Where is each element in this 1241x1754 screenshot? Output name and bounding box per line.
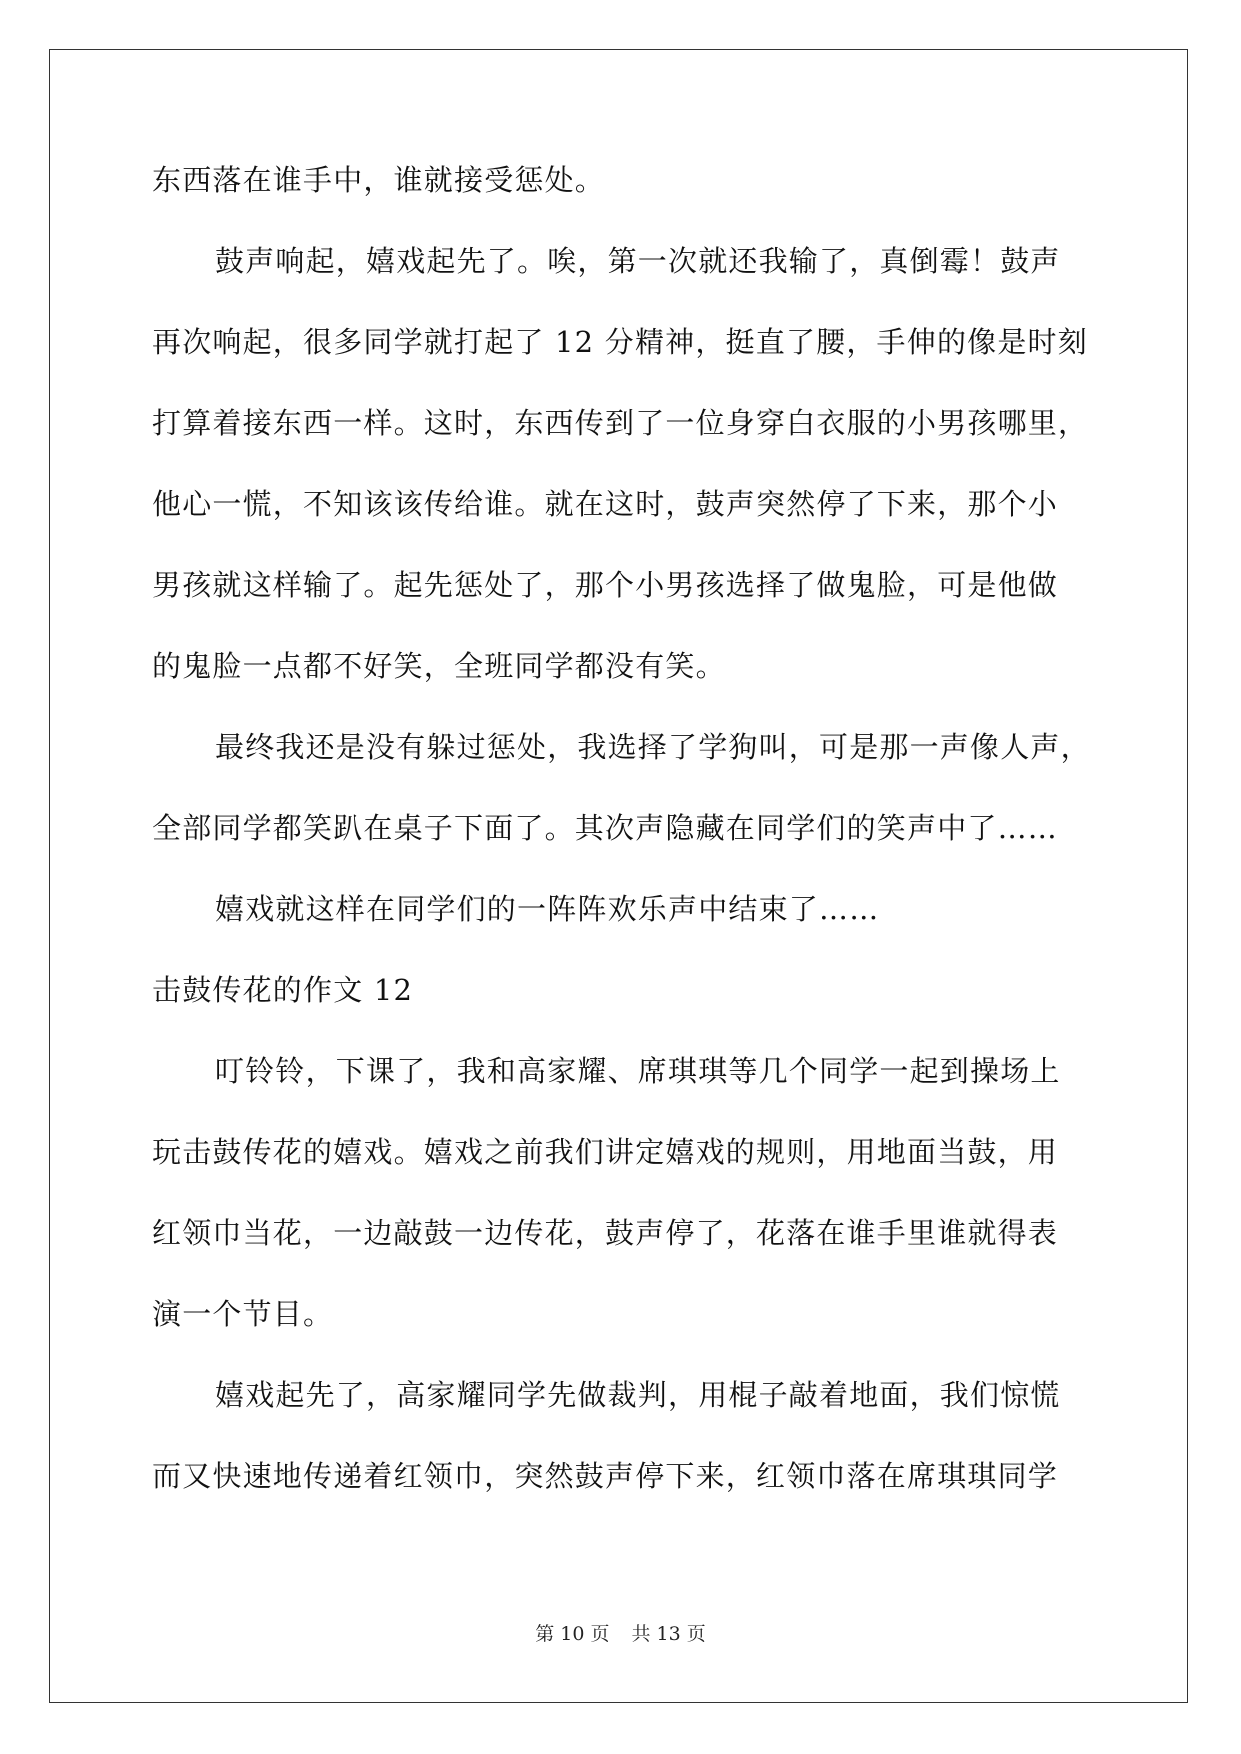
page-footer — [0, 1622, 1241, 1646]
text-line-3: 再次响起，很多同学就打起了 12 分精神，挺直了腰，手伸的像是时刻 — [152, 325, 1088, 359]
text-line-9: 全部同学都笑趴在桌子下面了。其次声隐藏在同学们的笑声中了…… — [152, 811, 1059, 845]
text-line-13: 玩击鼓传花的嬉戏。嬉戏之前我们讲定嬉戏的规则，用地面当鼓，用 — [152, 1135, 1059, 1169]
section-heading: 击鼓传花的作文 12 — [152, 973, 414, 1007]
document-body — [152, 160, 1092, 1537]
text-line-7: 的鬼脸一点都不好笑，全班同学都没有笑。 — [152, 649, 726, 683]
text-line-12: 叮铃铃，下课了，我和高家耀、席琪琪等几个同学一起到操场上 — [215, 1054, 1061, 1088]
text-line-4: 打算着接东西一样。这时，东西传到了一位身穿白衣服的小男孩哪里， — [152, 406, 1089, 440]
text-line-16: 嬉戏起先了，高家耀同学先做裁判，用棍子敲着地面，我们惊慌 — [215, 1378, 1061, 1412]
text-line-5: 他心一慌，不知该该传给谁。就在这时，鼓声突然停了下来，那个小 — [152, 487, 1059, 521]
page-number-current: 第 10 页 — [535, 1623, 610, 1645]
text-line-1: 东西落在谁手中，谁就接受惩处。 — [152, 163, 606, 197]
text-line-6: 男孩就这样输了。起先惩处了，那个小男孩选择了做鬼脸，可是他做 — [152, 568, 1059, 602]
text-line-2: 鼓声响起，嬉戏起先了。唉，第一次就还我输了，真倒霉！鼓声 — [215, 244, 1061, 278]
page-number-total: 共 13 页 — [631, 1623, 706, 1645]
text-line-15: 演一个节目。 — [152, 1297, 334, 1331]
text-line-17: 而又快速地传递着红领巾，突然鼓声停下来，红领巾落在席琪琪同学 — [152, 1459, 1059, 1493]
text-line-14: 红领巾当花，一边敲鼓一边传花，鼓声停了，花落在谁手里谁就得表 — [152, 1216, 1059, 1250]
text-line-8: 最终我还是没有躲过惩处，我选择了学狗叫，可是那一声像人声， — [215, 730, 1091, 764]
text-line-10: 嬉戏就这样在同学们的一阵阵欢乐声中结束了…… — [215, 892, 880, 926]
